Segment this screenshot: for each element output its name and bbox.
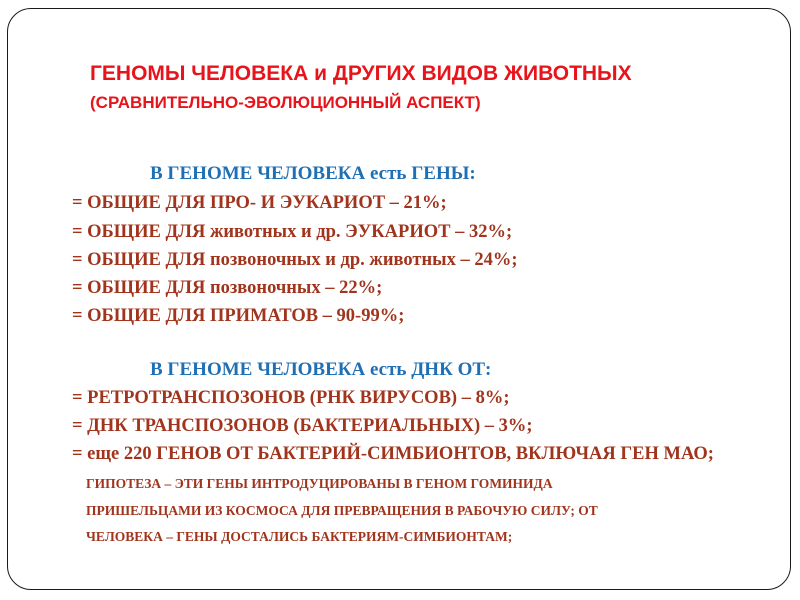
section-heading-genes: В ГЕНОМЕ ЧЕЛОВЕКА есть ГЕНЫ: [150, 163, 476, 184]
gene-line-2: = ОБЩИЕ ДЛЯ животных и др. ЭУКАРИОТ – 32%; [72, 222, 513, 242]
gene-line-4: = ОБЩИЕ ДЛЯ позвоночных – 22%; [72, 278, 383, 298]
section-heading-dna: В ГЕНОМЕ ЧЕЛОВЕКА есть ДНК ОТ: [150, 359, 492, 380]
gene-line-5: = ОБЩИЕ ДЛЯ ПРИМАТОВ – 90-99%; [72, 306, 405, 326]
hypothesis-line-3: ЧЕЛОВЕКА – ГЕНЫ ДОСТАЛИСЬ БАКТЕРИЯМ-СИМБИОНТАМ; [86, 529, 513, 544]
slide-subtitle: (СРАВНИТЕЛЬНО-ЭВОЛЮЦИОННЫЙ АСПЕКТ) [90, 93, 481, 112]
hypothesis-line-1: ГИПОТЕЗА – ЭТИ ГЕНЫ ИНТРОДУЦИРОВАНЫ В ГЕНОМ ГОМИНИДА [86, 476, 553, 491]
gene-line-1: = ОБЩИЕ ДЛЯ ПРО- И ЭУКАРИОТ – 21%; [72, 193, 447, 213]
dna-line-2: = ДНК ТРАНСПОЗОНОВ (БАКТЕРИАЛЬНЫХ) – 3%; [72, 416, 533, 436]
dna-line-1: = РЕТРОТРАНСПОЗОНОВ (РНК ВИРУСОВ) – 8%; [72, 388, 510, 408]
dna-line-3: = еще 220 ГЕНОВ ОТ БАКТЕРИЙ-СИМБИОНТОВ, ВКЛЮЧАЯ ГЕН МАО; [72, 444, 714, 464]
slide-title: ГЕНОМЫ ЧЕЛОВЕКА и ДРУГИХ ВИДОВ ЖИВОТНЫХ [90, 62, 632, 85]
hypothesis-line-2: ПРИШЕЛЬЦАМИ ИЗ КОСМОСА ДЛЯ ПРЕВРАЩЕНИЯ В РАБОЧУЮ СИЛУ; ОТ [86, 503, 598, 518]
gene-line-3: = ОБЩИЕ ДЛЯ позвоночных и др. животных – 24%; [72, 250, 518, 270]
